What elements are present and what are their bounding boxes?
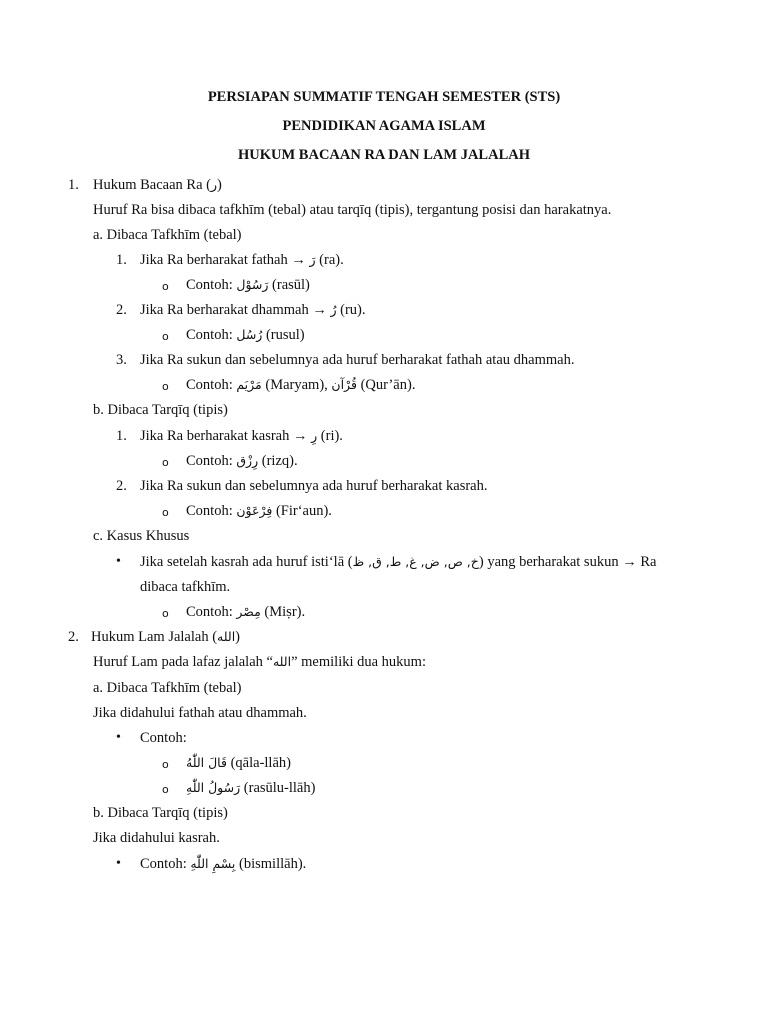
circle-bullet-icon: o xyxy=(162,380,169,393)
example-line: Contoh: مِصْر (Miṣr). xyxy=(186,604,306,620)
list-number: 2. xyxy=(116,302,127,318)
example-line: Contoh: مَرْيَم (Maryam), قُرْآن (Qur’ān). xyxy=(186,377,416,393)
example-line: Contoh: رُسُل (rusul) xyxy=(186,327,305,343)
example-line: Contoh: رِزْق (rizq). xyxy=(186,453,298,469)
section-number: 2. xyxy=(68,629,79,645)
subsection-heading: c. Kasus Khusus xyxy=(93,528,190,544)
circle-bullet-icon: o xyxy=(162,280,169,293)
example-line: قَالَ اللّٰهُ (qāla-llāh) xyxy=(186,755,291,771)
subsection-description: Jika didahului kasrah. xyxy=(93,830,220,846)
example-line: Contoh: فِرْعَوْن (Fir‘aun). xyxy=(186,503,332,519)
circle-bullet-icon: o xyxy=(162,607,169,620)
doc-title: PERSIAPAN SUMMATIF TENGAH SEMESTER (STS) xyxy=(207,89,561,105)
list-item-continuation: dibaca tafkhīm. xyxy=(140,579,231,595)
example-line: Contoh: رَسُوْل (rasūl) xyxy=(186,277,310,293)
list-number: 2. xyxy=(116,478,127,494)
list-item: Jika Ra sukun dan sebelumnya ada huruf berharakat fathah atau dhammah. xyxy=(140,352,575,368)
list-item: Jika setelah kasrah ada huruf isti‘lā (خ, ص, ض, غ, ط, ق, ظ) yang berharakat sukun → Ra xyxy=(140,554,657,570)
list-item: Jika Ra sukun dan sebelumnya ada huruf berharakat kasrah. xyxy=(140,478,488,494)
subsection-heading: b. Dibaca Tarqīq (tipis) xyxy=(93,402,228,418)
subsection-heading: a. Dibaca Tafkhīm (tebal) xyxy=(93,680,242,696)
subsection-heading: b. Dibaca Tarqīq (tipis) xyxy=(93,805,228,821)
list-item: Contoh: بِسْمِ اللّٰهِ (bismillāh). xyxy=(140,856,307,872)
circle-bullet-icon: o xyxy=(162,758,169,771)
list-number: 1. xyxy=(116,252,127,268)
section-heading: Hukum Lam Jalalah (الله) xyxy=(91,629,241,645)
list-number: 1. xyxy=(116,428,127,444)
dot-bullet-icon: • xyxy=(116,856,121,871)
subsection-heading: a. Dibaca Tafkhīm (tebal) xyxy=(93,227,242,243)
dot-bullet-icon: • xyxy=(116,554,121,569)
list-number: 3. xyxy=(116,352,127,368)
example-line: رَسُولُ اللّٰهِ (rasūlu-llāh) xyxy=(186,780,316,796)
circle-bullet-icon: o xyxy=(162,330,169,343)
doc-topic: HUKUM BACAAN RA DAN LAM JALALAH xyxy=(237,147,530,163)
section-heading: Hukum Bacaan Ra (ر) xyxy=(93,177,222,193)
list-item: Jika Ra berharakat fathah → رَ (ra). xyxy=(140,252,344,268)
section-description: Huruf Lam pada lafaz jalalah “الله” memiliki dua hukum: xyxy=(93,654,426,670)
dot-bullet-icon: • xyxy=(116,730,121,745)
section-description: Huruf Ra bisa dibaca tafkhīm (tebal) atau tarqīq (tipis), tergantung posisi dan harakatnya. xyxy=(93,202,612,218)
list-item: Jika Ra berharakat dhammah → رُ (ru). xyxy=(140,302,366,318)
circle-bullet-icon: o xyxy=(162,456,169,469)
doc-subtitle: PENDIDIKAN AGAMA ISLAM xyxy=(282,118,486,134)
subsection-description: Jika didahului fathah atau dhammah. xyxy=(93,705,307,721)
circle-bullet-icon: o xyxy=(162,783,169,796)
section-number: 1. xyxy=(68,177,79,193)
circle-bullet-icon: o xyxy=(162,506,169,519)
list-item: Contoh: xyxy=(140,730,187,746)
list-item: Jika Ra berharakat kasrah → رِ (ri). xyxy=(140,428,343,444)
